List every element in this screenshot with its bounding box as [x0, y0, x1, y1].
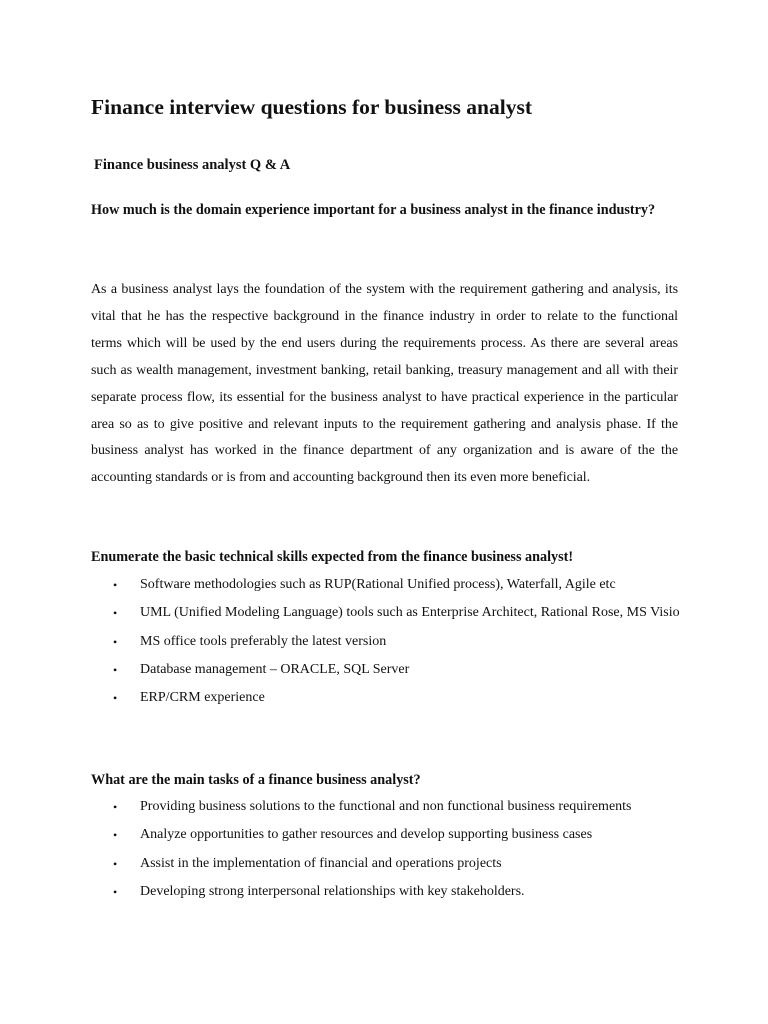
- bullet-icon: •: [113, 800, 118, 814]
- list-item: [91, 878, 681, 906]
- question-technical-skills: Enumerate the basic technical skills expected from the finance business analyst!: [91, 549, 574, 565]
- list-item-text: Providing business solutions to the functional and non functional business requirements: [140, 799, 632, 814]
- question-main-tasks: What are the main tasks of a finance business analyst?: [91, 772, 421, 788]
- list-item-text: Developing strong interpersonal relationships with key stakeholders.: [140, 883, 525, 899]
- list-item: [91, 793, 681, 821]
- bullet-icon: •: [113, 662, 118, 677]
- list-item: [91, 571, 681, 599]
- list-item-text: Software methodologies such as RUP(Rational Unified process), Waterfall, Agile etc: [140, 577, 616, 592]
- bullet-icon: •: [113, 634, 118, 649]
- answer-domain-experience: As a business analyst lays the foundation of the system with the requirement gathering and analysis, its vital that he has the respective background in the finance industry in order to relate to the functional terms which will be used by the end users during the requirements process. As there are several areas such as wealth management, investment banking, retail banking, treasury management and all with their separate process flow, its essential for the business analyst to have practical experience in the particular area so as to give positive and relevant inputs to the requirement gathering and analysis phase. If the business analyst has worked in the finance department of any organization and is aware of the the accounting standards or is from and accounting background then its even more beneficial.: [91, 282, 678, 486]
- bullet-icon: •: [113, 691, 118, 706]
- bullet-icon: •: [113, 828, 118, 843]
- list-item-text: ERP/CRM experience: [140, 690, 265, 706]
- list-item-text: MS office tools preferably the latest version: [140, 633, 387, 649]
- technical-skills-list: [91, 571, 681, 712]
- list-item: [91, 684, 681, 712]
- list-item-text: Database management – ORACLE, SQL Server: [140, 661, 410, 677]
- bullet-icon: •: [113, 578, 118, 592]
- list-item-text: UML (Unified Modeling Language) tools such as Enterprise Architect, Rational Rose, MS Visio: [140, 605, 680, 621]
- main-tasks-list: [91, 793, 681, 906]
- bullet-icon: •: [113, 606, 118, 621]
- question-domain-experience: How much is the domain experience important for a business analyst in the finance industry?: [91, 202, 656, 218]
- list-item-text: Assist in the implementation of financial and operations projects: [140, 855, 502, 871]
- bullet-icon: •: [113, 856, 118, 871]
- list-item-text: Analyze opportunities to gather resources and develop supporting business cases: [140, 827, 593, 843]
- document-subtitle: Finance business analyst Q & A: [94, 157, 291, 173]
- list-item: [91, 850, 681, 878]
- bullet-icon: •: [113, 884, 118, 899]
- list-item: [91, 821, 681, 849]
- list-item: [91, 628, 681, 656]
- list-item: [91, 656, 681, 684]
- document-title: Finance interview questions for business analyst: [91, 95, 532, 119]
- list-item: [91, 599, 681, 627]
